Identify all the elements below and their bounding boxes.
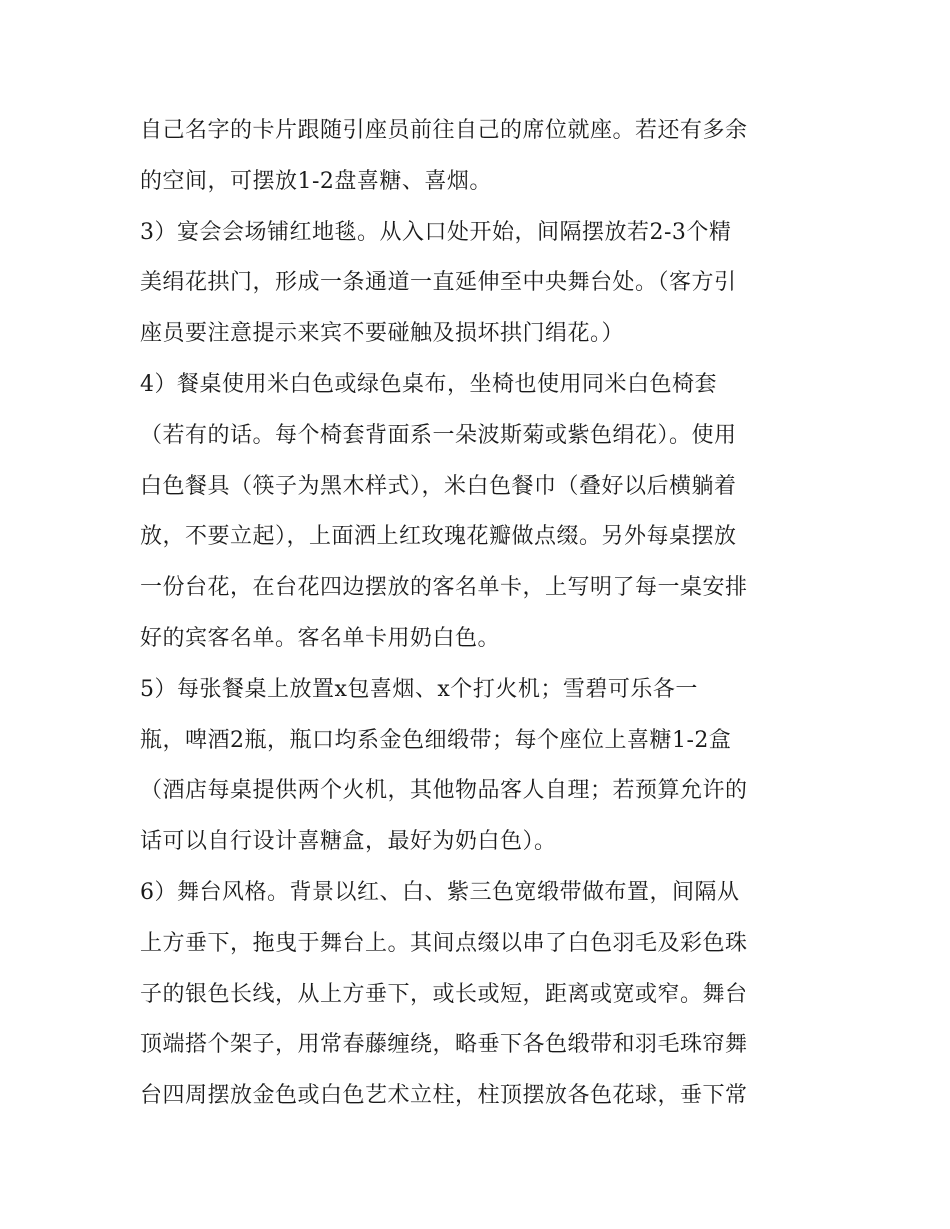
text-line: （若有的话。每个椅套背面系一朵波斯菊或紫色绢花）。使用: [140, 422, 737, 448]
text-line: 5）每张餐桌上放置x包喜烟、x个打火机；雪碧可乐各一: [140, 676, 698, 702]
text-line: 话可以自行设计喜糖盒，最好为奶白色）。: [140, 829, 557, 855]
text-line: 顶端搭个架子，用常春藤缠绕，略垂下各色缎带和羽毛珠帘舞: [140, 1032, 748, 1058]
document-body: [140, 106, 820, 1122]
text-line: （酒店每桌提供两个火机，其他物品客人自理；若预算允许的: [140, 778, 748, 804]
text-line: 美绢花拱门，形成一条通道一直延伸至中央舞台处。（客方引: [140, 270, 737, 296]
text-line: 4）餐桌使用米白色或绿色桌布，坐椅也使用同米白色椅套: [140, 371, 717, 397]
text-line: 上方垂下，拖曳于舞台上。其间点缀以串了白色羽毛及彩色珠: [140, 930, 748, 956]
text-line: 3）宴会会场铺红地毯。从入口处开始，间隔摆放若2-3个精: [140, 219, 732, 245]
text-line: 座员要注意提示来宾不要碰触及损坏拱门绢花。）: [140, 321, 625, 347]
text-line: 白色餐具（筷子为黑木样式），米白色餐巾（叠好以后横躺着: [140, 473, 737, 499]
text-line: 瓶，啤酒2瓶，瓶口均系金色细缎带；每个座位上喜糖1-2盒: [140, 727, 732, 753]
text-line: 好的宾客名单。客名单卡用奶白色。: [140, 625, 501, 651]
text-line: 子的银色长线，从上方垂下，或长或短，距离或宽或窄。舞台: [140, 981, 748, 1007]
text-line: 自己名字的卡片跟随引座员前往自己的席位就座。若还有多余: [140, 118, 748, 143]
text-line: 台四周摆放金色或白色艺术立柱，柱顶摆放各色花球，垂下常: [140, 1083, 748, 1109]
text-line: 6）舞台风格。背景以红、白、紫三色宽缎带做布置，间隔从: [140, 879, 740, 905]
text-line: 放，不要立起），上面洒上红玫瑰花瓣做点缀。另外每桌摆放: [140, 524, 737, 550]
text-line: 的空间，可摆放1-2盘喜糖、喜烟。: [140, 168, 492, 194]
text-line: 一份台花，在台花四边摆放的客名单卡，上写明了每一桌安排: [140, 575, 748, 601]
